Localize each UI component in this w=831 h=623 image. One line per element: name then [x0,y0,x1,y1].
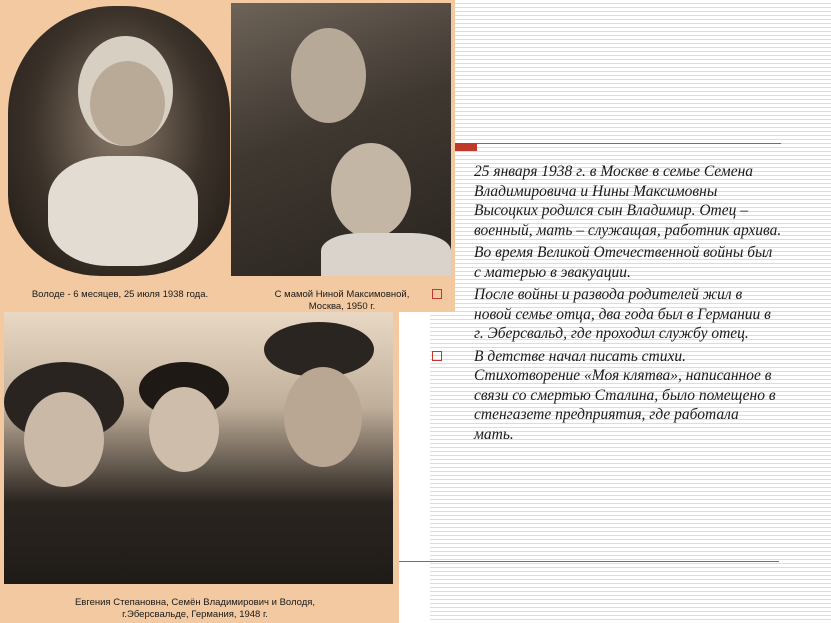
paragraph-1-text: 25 января 1938 г. в Москве в семье Семена Владимировича и Нины Максимовны Высоцких родился сын Владимир. Отец – военный, мать – служащая, работник архива. [474,163,782,239]
paragraph-4-text: В детстве начал писать стихи. Стихотворение «Моя клятва», написанное в связи со смертью Сталина, было помещено в стенгазете предприятия, где работала мать. [474,347,776,443]
square-bullet-icon [432,351,442,361]
paragraph-1 [432,162,782,240]
mother-son-photo [231,3,451,276]
baby-caption: Володе - 6 месяцев, 25 июля 1938 года. [31,289,209,300]
paragraph-4 [432,347,782,445]
baby-photo [8,6,230,276]
paragraph-3-text: После войны и развода родителей жил в новой семье отца, два года был в Германии в г. Эберсвальд, где проходил службу отец. [474,286,771,342]
paragraph-2 [432,243,782,282]
family-caption-line1: Евгения Степановна, Семён Владимирович и Володя, [74,597,316,608]
baby-collar [48,156,198,266]
son-face [331,143,411,238]
bio-text [432,162,782,447]
accent-mark [455,143,477,151]
paragraph-2-text: Во время Великой Отечественной войны был с матерью в эвакуации. [474,244,773,281]
mother-caption: С мамой Ниной Максимовной, Москва, 1950 г. [274,289,410,312]
woman-face [24,392,104,487]
baby-face [90,61,165,146]
bottom-divider [399,561,779,562]
officer-face [284,367,362,467]
family-caption [20,597,370,621]
boy-face [149,387,219,472]
mother-face [291,28,366,123]
family-caption-line2: г.Эберсвальде, Германия, 1948 г. [122,609,268,620]
family-photo [4,312,393,584]
top-divider [455,143,781,144]
square-bullet-icon [432,289,442,299]
paragraph-3 [432,285,782,344]
